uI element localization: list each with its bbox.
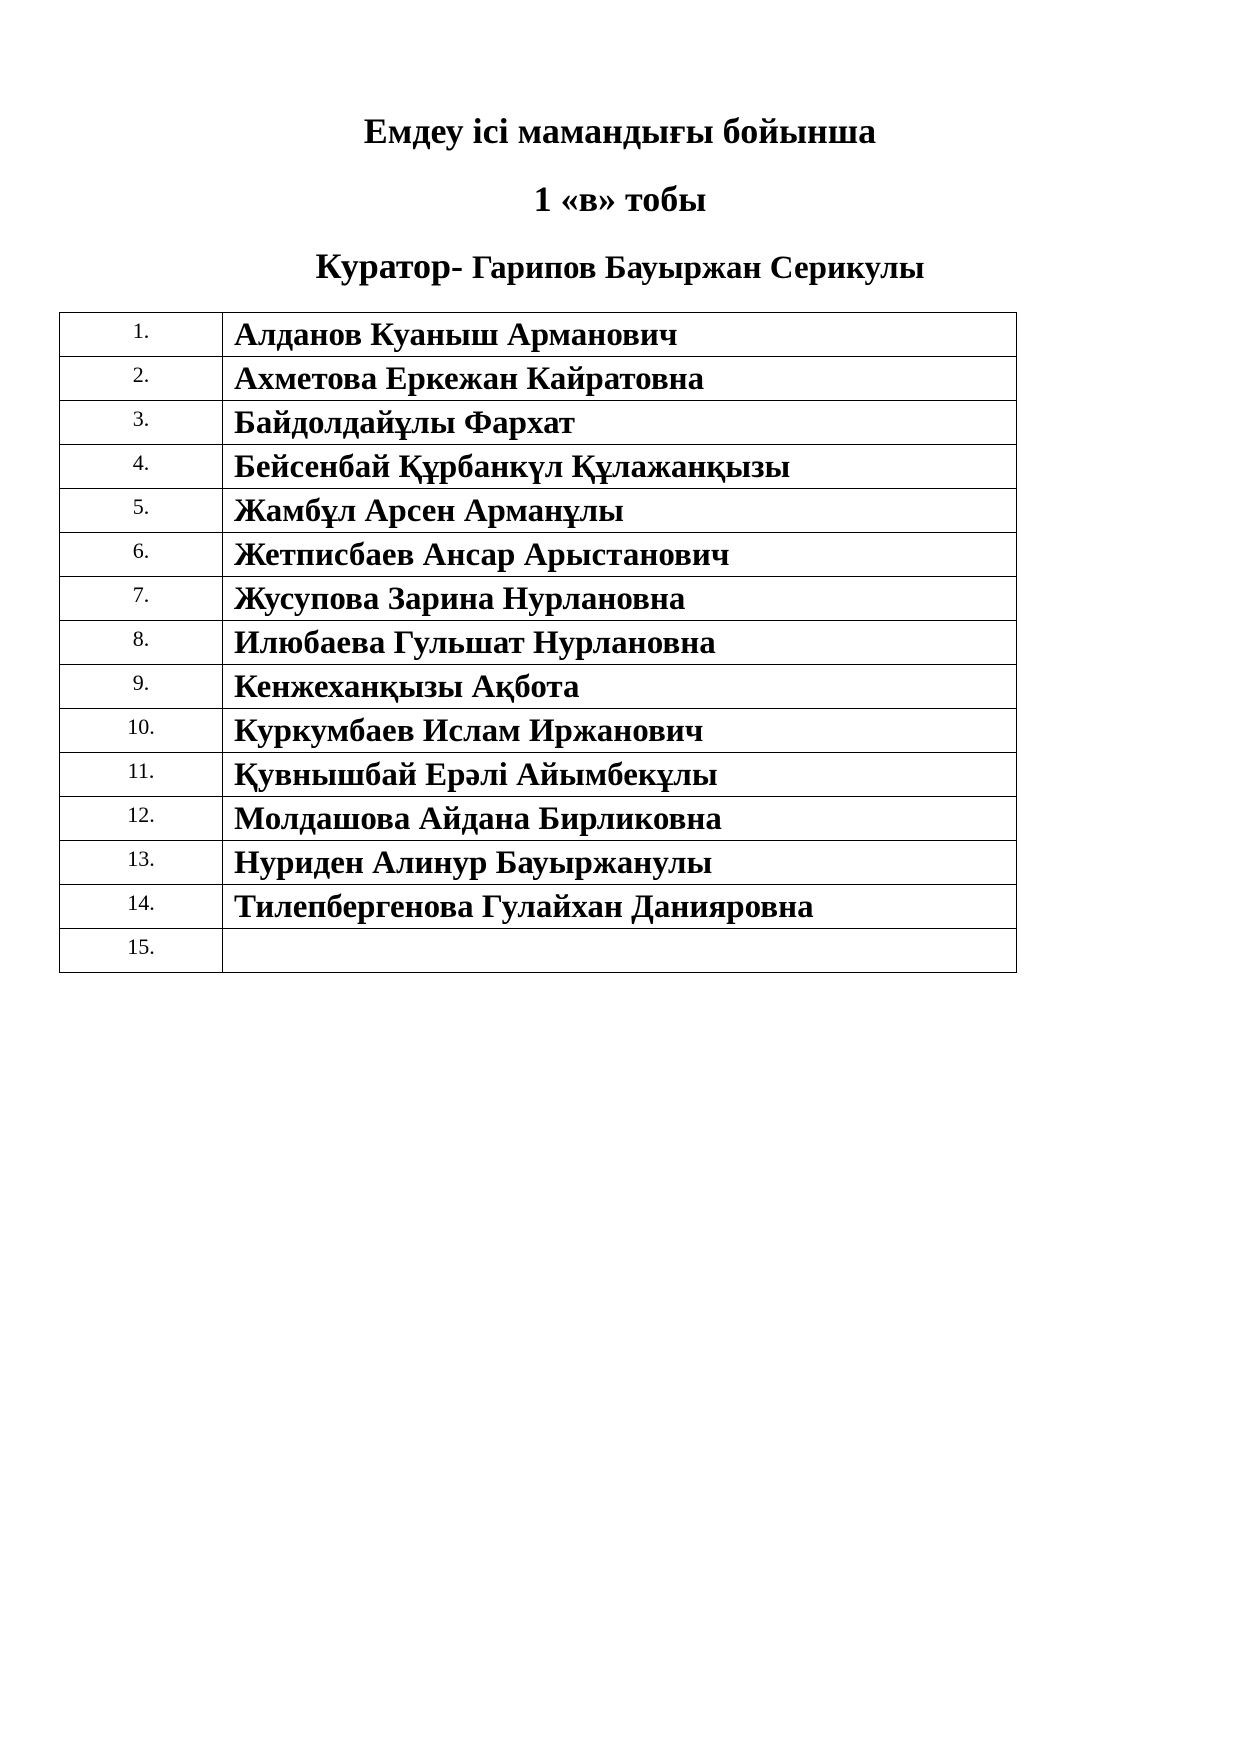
student-name: Алданов Куаныш Арманович — [223, 313, 1017, 357]
row-number: 8. — [60, 621, 223, 665]
student-name: Жамбұл Арсен Арманұлы — [223, 489, 1017, 533]
curator-line — [0, 248, 1240, 285]
table-row — [60, 445, 1017, 489]
table-row — [60, 401, 1017, 445]
row-number: 14. — [60, 885, 223, 929]
student-name: Молдашова Айдана Бирликовна — [223, 797, 1017, 841]
row-number: 2. — [60, 357, 223, 401]
table-row — [60, 489, 1017, 533]
table-row — [60, 533, 1017, 577]
group-title: 1 «в» тобы — [533, 179, 707, 219]
table-row — [60, 621, 1017, 665]
student-name: Қувнышбай Ерәлі Айымбекұлы — [223, 753, 1017, 797]
table-row — [60, 357, 1017, 401]
row-number: 4. — [60, 445, 223, 489]
student-name: Ахметова Еркежан Кайратовна — [223, 357, 1017, 401]
row-number: 5. — [60, 489, 223, 533]
student-name: Тилепбергенова Гулайхан Данияровна — [223, 885, 1017, 929]
row-number: 9. — [60, 665, 223, 709]
table-row — [60, 753, 1017, 797]
student-name: Илюбаева Гульшат Нурлановна — [223, 621, 1017, 665]
student-name: Байдолдайұлы Фархат — [223, 401, 1017, 445]
student-name: Куркумбаев Ислам Иржанович — [223, 709, 1017, 753]
table-row — [60, 577, 1017, 621]
row-number: 10. — [60, 709, 223, 753]
table-row — [60, 709, 1017, 753]
student-name: Жусупова Зарина Нурлановна — [223, 577, 1017, 621]
table-row — [60, 885, 1017, 929]
student-name: Нуриден Алинур Бауыржанулы — [223, 841, 1017, 885]
row-number: 13. — [60, 841, 223, 885]
student-name — [223, 929, 1017, 973]
student-name: Бейсенбай Құрбанкүл Құлажанқызы — [223, 445, 1017, 489]
row-number: 6. — [60, 533, 223, 577]
row-number: 12. — [60, 797, 223, 841]
student-roster-table — [59, 312, 1017, 973]
document-title: Емдеу ісі мамандығы бойынша — [363, 111, 877, 151]
row-number: 1. — [60, 313, 223, 357]
student-name: Кенжеханқызы Ақбота — [223, 665, 1017, 709]
table-row — [60, 841, 1017, 885]
table-row — [60, 929, 1017, 973]
row-number: 11. — [60, 753, 223, 797]
row-number: 15. — [60, 929, 223, 973]
roster-body — [60, 313, 1017, 973]
curator-name: Гарипов Бауыржан Серикулы — [472, 250, 925, 286]
table-row — [60, 797, 1017, 841]
table-row — [60, 313, 1017, 357]
row-number: 3. — [60, 401, 223, 445]
curator-label: Куратор- — [315, 246, 464, 286]
student-name: Жетписбаев Ансар Арыстанович — [223, 533, 1017, 577]
table-row — [60, 665, 1017, 709]
row-number: 7. — [60, 577, 223, 621]
